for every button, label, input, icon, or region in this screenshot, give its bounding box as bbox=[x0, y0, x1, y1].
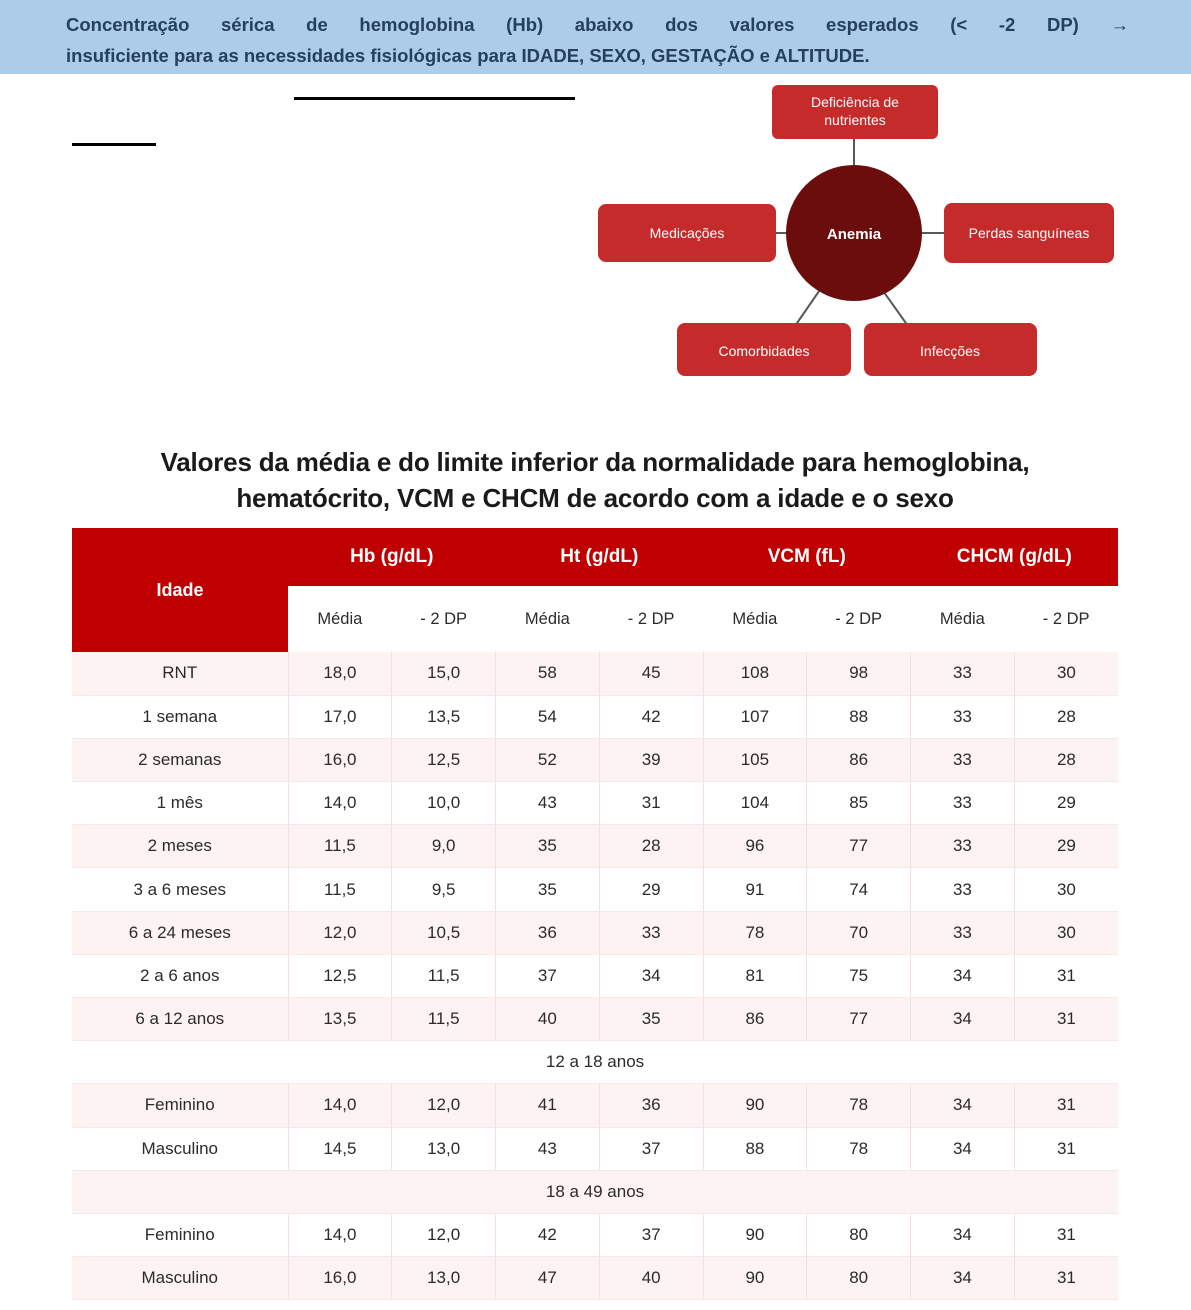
table-cell-value: 85 bbox=[807, 782, 911, 825]
table-cell-value: 13,5 bbox=[288, 998, 392, 1041]
table-cell-value: 104 bbox=[703, 782, 807, 825]
definition-banner bbox=[0, 0, 1191, 74]
table-cell-value: 70 bbox=[807, 911, 911, 954]
table-row bbox=[72, 1127, 1118, 1170]
table-cell-value: 14,0 bbox=[288, 1213, 392, 1256]
table-cell-value: 58 bbox=[496, 652, 600, 695]
table-cell-value: 90 bbox=[703, 1213, 807, 1256]
table-cell-value: 33 bbox=[911, 738, 1015, 781]
column-group-header-hb: Hb (g/dL) bbox=[288, 528, 496, 586]
table-cell-value: 86 bbox=[807, 738, 911, 781]
table-cell-value: 29 bbox=[1014, 782, 1118, 825]
reference-table-title-line-2: hematócrito, VCM e CHCM de acordo com a idade e o sexo bbox=[236, 483, 954, 513]
table-cell-value: 10,5 bbox=[392, 911, 496, 954]
table-cell-value: 78 bbox=[807, 1127, 911, 1170]
column-subheader-ht-media: Média bbox=[496, 586, 600, 652]
table-cell-value: 11,5 bbox=[392, 998, 496, 1041]
table-cell-value: 36 bbox=[496, 911, 600, 954]
table-cell-value: 30 bbox=[1014, 652, 1118, 695]
column-subheader-ht-2dp: - 2 DP bbox=[599, 586, 703, 652]
table-cell-age: 1 semana bbox=[72, 695, 288, 738]
table-cell-value: 12,0 bbox=[392, 1213, 496, 1256]
table-cell-age: Masculino bbox=[72, 1257, 288, 1300]
table-row bbox=[72, 825, 1118, 868]
table-cell-value: 9,5 bbox=[392, 868, 496, 911]
table-cell-value: 35 bbox=[599, 998, 703, 1041]
table-head bbox=[72, 528, 1118, 652]
table-cell-value: 9,0 bbox=[392, 825, 496, 868]
table-cell-value: 33 bbox=[911, 782, 1015, 825]
node-label-perdas-sanguineas: Perdas sanguíneas bbox=[968, 225, 1090, 241]
table-cell-value: 33 bbox=[911, 868, 1015, 911]
table-cell-value: 78 bbox=[807, 1084, 911, 1127]
table-cell-value: 33 bbox=[599, 911, 703, 954]
column-subheader-chcm-2dp: - 2 DP bbox=[1014, 586, 1118, 652]
table-cell-value: 86 bbox=[703, 998, 807, 1041]
table-cell-value: 16,0 bbox=[288, 738, 392, 781]
table-cell-value: 16,0 bbox=[288, 1257, 392, 1300]
column-group-header-chcm: CHCM (g/dL) bbox=[911, 528, 1119, 586]
table-cell-value: 42 bbox=[599, 695, 703, 738]
table-cell-value: 54 bbox=[496, 695, 600, 738]
table-cell-value: 52 bbox=[496, 738, 600, 781]
column-group-header-vcm: VCM (fL) bbox=[703, 528, 911, 586]
table-header-group-row bbox=[72, 528, 1118, 586]
table-cell-value: 31 bbox=[1014, 1127, 1118, 1170]
table-cell-value: 13,0 bbox=[392, 1127, 496, 1170]
node-label-medicacoes: Medicações bbox=[649, 225, 725, 241]
diagram-node-infeccoes bbox=[864, 323, 1037, 376]
table-cell-value: 12,0 bbox=[392, 1084, 496, 1127]
table-cell-value: 98 bbox=[807, 652, 911, 695]
column-subheader-hb-media: Média bbox=[288, 586, 392, 652]
table-cell-age: 2 a 6 anos bbox=[72, 954, 288, 997]
column-group-header-ht: Ht (g/dL) bbox=[496, 528, 704, 586]
table-cell-value: 34 bbox=[911, 1127, 1015, 1170]
table-cell-value: 28 bbox=[1014, 738, 1118, 781]
table-cell-value: 14,0 bbox=[288, 1084, 392, 1127]
column-subheader-chcm-media: Média bbox=[911, 586, 1015, 652]
table-row bbox=[72, 911, 1118, 954]
table-cell-value: 77 bbox=[807, 998, 911, 1041]
table-cell-value: 17,0 bbox=[288, 695, 392, 738]
table-cell-value: 28 bbox=[599, 825, 703, 868]
table-cell-value: 42 bbox=[496, 1213, 600, 1256]
table-cell-value: 31 bbox=[1014, 954, 1118, 997]
table-cell-value: 11,5 bbox=[392, 954, 496, 997]
table-cell-value: 35 bbox=[496, 825, 600, 868]
table-cell-value: 34 bbox=[911, 954, 1015, 997]
table-cell-value: 13,0 bbox=[392, 1257, 496, 1300]
table-group-label: 18 a 49 anos bbox=[72, 1170, 1118, 1213]
table-cell-value: 12,5 bbox=[288, 954, 392, 997]
table-cell-value: 37 bbox=[599, 1213, 703, 1256]
table-cell-value: 40 bbox=[599, 1257, 703, 1300]
table-cell-value: 33 bbox=[911, 911, 1015, 954]
table-cell-value: 81 bbox=[703, 954, 807, 997]
table-cell-value: 88 bbox=[703, 1127, 807, 1170]
table-cell-age: 6 a 12 anos bbox=[72, 998, 288, 1041]
table-cell-value: 74 bbox=[807, 868, 911, 911]
table-row bbox=[72, 1257, 1118, 1300]
table-cell-age: 1 mês bbox=[72, 782, 288, 825]
reference-table-title bbox=[72, 444, 1118, 516]
column-subheader-vcm-2dp: - 2 DP bbox=[807, 586, 911, 652]
table-cell-value: 96 bbox=[703, 825, 807, 868]
diagram-node-comorbidades bbox=[677, 323, 851, 376]
hub-label-anemia: Anemia bbox=[826, 226, 882, 243]
diagram-node-deficiencia-de-nutrientes bbox=[772, 85, 938, 139]
table-cell-age: Feminino bbox=[72, 1213, 288, 1256]
table-cell-value: 28 bbox=[1014, 695, 1118, 738]
table-cell-value: 88 bbox=[807, 695, 911, 738]
table-cell-value: 37 bbox=[496, 954, 600, 997]
table-cell-value: 31 bbox=[1014, 1213, 1118, 1256]
table-cell-value: 33 bbox=[911, 695, 1015, 738]
table-cell-value: 33 bbox=[911, 652, 1015, 695]
table-group-row bbox=[72, 1170, 1118, 1213]
table-row bbox=[72, 1213, 1118, 1256]
table-cell-value: 37 bbox=[599, 1127, 703, 1170]
table-cell-value: 41 bbox=[496, 1084, 600, 1127]
table-cell-value: 36 bbox=[599, 1084, 703, 1127]
table-cell-age: Masculino bbox=[72, 1127, 288, 1170]
table-cell-value: 34 bbox=[599, 954, 703, 997]
table-cell-value: 15,0 bbox=[392, 652, 496, 695]
definition-banner-line-1: Concentração sérica de hemoglobina (Hb) abaixo dos valores esperados (< -2 DP) → bbox=[66, 14, 1129, 35]
table-cell-value: 35 bbox=[496, 868, 600, 911]
table-group-label: 12 a 18 anos bbox=[72, 1041, 1118, 1084]
table-cell-value: 11,5 bbox=[288, 868, 392, 911]
table-cell-value: 10,0 bbox=[392, 782, 496, 825]
table-cell-age: Feminino bbox=[72, 1084, 288, 1127]
table-cell-age: RNT bbox=[72, 652, 288, 695]
table-cell-value: 90 bbox=[703, 1257, 807, 1300]
definition-banner-line-2: insuficiente para as necessidades fisiológicas para IDADE, SEXO, GESTAÇÃO e ALTITUDE. bbox=[66, 45, 870, 66]
table-cell-value: 107 bbox=[703, 695, 807, 738]
table-cell-value: 105 bbox=[703, 738, 807, 781]
table-cell-value: 108 bbox=[703, 652, 807, 695]
table-row bbox=[72, 652, 1118, 695]
column-subheader-vcm-media: Média bbox=[703, 586, 807, 652]
table-cell-value: 31 bbox=[599, 782, 703, 825]
anemia-causes-diagram bbox=[0, 74, 1191, 404]
diagram-node-perdas-sanguineas bbox=[944, 203, 1114, 263]
table-cell-age: 3 a 6 meses bbox=[72, 868, 288, 911]
table-cell-value: 30 bbox=[1014, 868, 1118, 911]
table-row bbox=[72, 868, 1118, 911]
table-cell-value: 75 bbox=[807, 954, 911, 997]
table-cell-age: 2 semanas bbox=[72, 738, 288, 781]
table-cell-age: 2 meses bbox=[72, 825, 288, 868]
table-row bbox=[72, 695, 1118, 738]
table-cell-value: 90 bbox=[703, 1084, 807, 1127]
node-label-infeccoes: Infecções bbox=[920, 343, 980, 359]
table-cell-value: 29 bbox=[1014, 825, 1118, 868]
table-cell-value: 34 bbox=[911, 998, 1015, 1041]
table-cell-value: 78 bbox=[703, 911, 807, 954]
table-row bbox=[72, 738, 1118, 781]
table-cell-value: 13,5 bbox=[392, 695, 496, 738]
table-cell-value: 34 bbox=[911, 1213, 1015, 1256]
table-cell-value: 80 bbox=[807, 1257, 911, 1300]
table-cell-value: 14,5 bbox=[288, 1127, 392, 1170]
table-cell-value: 80 bbox=[807, 1213, 911, 1256]
table-cell-value: 47 bbox=[496, 1257, 600, 1300]
table-cell-value: 12,0 bbox=[288, 911, 392, 954]
table-cell-value: 43 bbox=[496, 1127, 600, 1170]
table-cell-value: 91 bbox=[703, 868, 807, 911]
table-cell-value: 31 bbox=[1014, 1257, 1118, 1300]
table-cell-value: 31 bbox=[1014, 998, 1118, 1041]
table-cell-value: 29 bbox=[599, 868, 703, 911]
table-row bbox=[72, 954, 1118, 997]
table-body bbox=[72, 652, 1118, 1300]
table-cell-value: 77 bbox=[807, 825, 911, 868]
table-cell-value: 18,0 bbox=[288, 652, 392, 695]
column-subheader-hb-2dp: - 2 DP bbox=[392, 586, 496, 652]
table-cell-value: 45 bbox=[599, 652, 703, 695]
reference-table-title-line-1: Valores da média e do limite inferior da normalidade para hemoglobina, bbox=[160, 447, 1030, 477]
table-cell-value: 14,0 bbox=[288, 782, 392, 825]
table-cell-value: 39 bbox=[599, 738, 703, 781]
table-group-row bbox=[72, 1041, 1118, 1084]
table-row bbox=[72, 782, 1118, 825]
table-cell-age: 6 a 24 meses bbox=[72, 911, 288, 954]
diagram-node-medicacoes bbox=[598, 204, 776, 262]
reference-values-table bbox=[72, 528, 1118, 1300]
table-cell-value: 40 bbox=[496, 998, 600, 1041]
table-cell-value: 30 bbox=[1014, 911, 1118, 954]
table-cell-value: 34 bbox=[911, 1257, 1015, 1300]
table-cell-value: 33 bbox=[911, 825, 1015, 868]
column-header-idade: Idade bbox=[72, 528, 288, 652]
table-cell-value: 12,5 bbox=[392, 738, 496, 781]
node-label-comorbidades: Comorbidades bbox=[718, 343, 810, 359]
table-row bbox=[72, 998, 1118, 1041]
table-cell-value: 31 bbox=[1014, 1084, 1118, 1127]
table-cell-value: 34 bbox=[911, 1084, 1015, 1127]
table-cell-value: 43 bbox=[496, 782, 600, 825]
node-label-deficiencia-de-nutrientes-line1: Deficiência de bbox=[811, 94, 899, 110]
node-label-deficiencia-de-nutrientes-line2: nutrientes bbox=[824, 112, 886, 128]
table-row bbox=[72, 1084, 1118, 1127]
table-cell-value: 11,5 bbox=[288, 825, 392, 868]
